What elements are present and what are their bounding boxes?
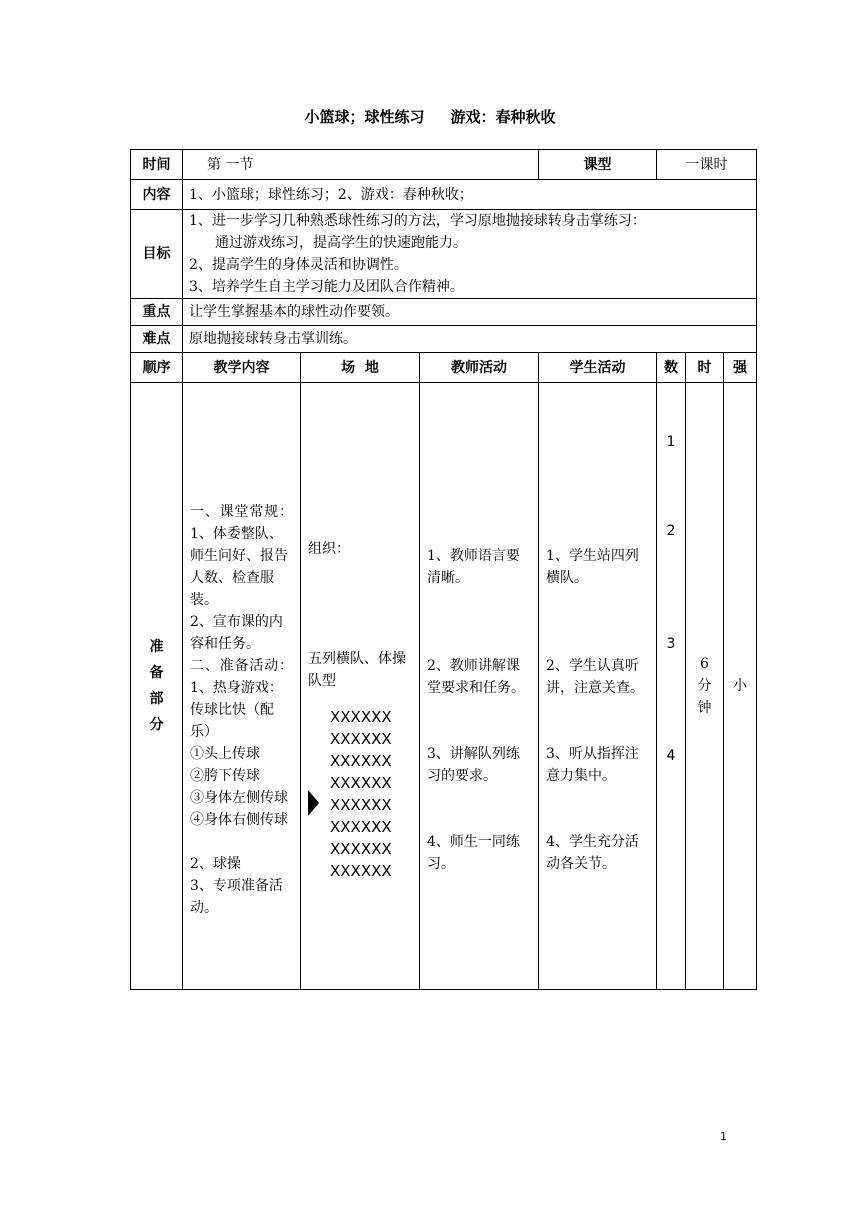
- count-value: 4: [666, 748, 676, 764]
- header-teaching-content: 教学内容: [183, 353, 301, 383]
- content-line: 3、专项准备活动。: [190, 878, 283, 916]
- teacher-activity-cell: [420, 383, 539, 990]
- formation-row: XXXXXX: [330, 840, 392, 858]
- lesson-plan-table: [130, 149, 757, 990]
- header-intensity: 强: [724, 353, 757, 383]
- teacher-activity: 2、教师讲解课堂要求和任务。: [427, 658, 525, 696]
- goal-line: 3、培养学生自主学习能力及团队合作精神。: [189, 279, 464, 295]
- difficulty-row: [131, 326, 757, 353]
- content-value: 1、小篮球；球性练习；2、游戏：春种秋收；: [183, 180, 757, 210]
- content-line: 1、热身游戏：传球比快（配乐）: [190, 680, 283, 740]
- venue-cell: [301, 383, 420, 990]
- flag-marker-icon: [308, 790, 319, 816]
- goal-row: [131, 210, 757, 299]
- student-activity: 1、学生站四列横队。: [546, 548, 639, 586]
- column-header-row: [131, 353, 757, 383]
- header-student-activity: 学生活动: [539, 353, 657, 383]
- content-gap: [190, 831, 293, 853]
- content-line: 2、球操: [190, 856, 241, 872]
- section-name-char: 分: [149, 717, 164, 733]
- type-value: 一课时: [657, 150, 757, 180]
- count-value: 3: [666, 636, 676, 652]
- section-name: [131, 383, 183, 990]
- difficulty-label: 难点: [131, 326, 183, 353]
- formation-row: XXXXXX: [330, 818, 392, 836]
- time-value-char: 6: [700, 656, 709, 672]
- time-label: 时间: [131, 150, 183, 180]
- content-line: 2、宣布课的内容和任务。: [190, 614, 283, 652]
- teacher-activity: 1、教师语言要清晰。: [427, 548, 520, 586]
- formation-row: XXXXXX: [330, 774, 392, 792]
- time-row: [131, 150, 757, 180]
- formation-diagram: [308, 706, 412, 882]
- time-value-char: 分: [697, 678, 712, 694]
- time-value: 第 一节: [183, 150, 539, 180]
- header-time: 时: [686, 353, 724, 383]
- formation-row: XXXXXX: [330, 862, 392, 880]
- time-cell: [686, 383, 724, 990]
- teacher-activity: 4、师生一同练习。: [427, 834, 520, 872]
- teaching-content-cell: [183, 383, 301, 990]
- content-line: ②胯下传球: [190, 768, 260, 784]
- count-value: 1: [666, 434, 676, 450]
- count-value: 2: [666, 523, 676, 539]
- section-name-char: 准: [149, 639, 164, 655]
- key-point-label: 重点: [131, 299, 183, 326]
- content-row: [131, 180, 757, 210]
- page-number: 1: [720, 1130, 727, 1143]
- content-line: 二、准备活动：: [190, 658, 293, 674]
- content-line: ④身体右侧传球: [190, 812, 288, 828]
- goal-value: [183, 210, 757, 299]
- section-name-char: 备: [149, 665, 164, 681]
- section-name-char: 部: [149, 691, 164, 707]
- student-activity: 2、学生认真听讲，注意关查。: [546, 658, 645, 696]
- intensity-cell: 小: [724, 383, 757, 990]
- goal-line: 1、进一步学习几种熟悉球性练习的方法，学习原地抛接球转身击掌练习：: [189, 213, 646, 229]
- goal-label: 目标: [131, 210, 183, 299]
- content-line: 一、课堂常规：: [190, 504, 293, 520]
- preparation-section-row: [131, 383, 757, 990]
- page-title: 小篮球；球性练习 游戏：春种秋收: [304, 108, 556, 126]
- content-line: ③身体左侧传球: [190, 790, 288, 806]
- type-label: 课型: [539, 150, 657, 180]
- content-line: ①头上传球: [190, 746, 260, 762]
- time-value-char: 钟: [697, 700, 712, 716]
- goal-line: 通过游戏练习，提高学生的快速跑能力。: [215, 235, 467, 251]
- content-line: 1、体委整队、师生问好、报告人数、检查服装。: [190, 526, 288, 608]
- teacher-activity: 3、讲解队列练习的要求。: [427, 746, 520, 784]
- formation-row: XXXXXX: [330, 708, 392, 726]
- formation-row: XXXXXX: [330, 796, 392, 814]
- formation-row: XXXXXX: [330, 752, 392, 770]
- venue-formation-name: 五列横队、体操队型: [308, 651, 406, 689]
- venue-organization: 组织：: [308, 541, 350, 557]
- content-label: 内容: [131, 180, 183, 210]
- difficulty-value: 原地抛接球转身击掌训练。: [183, 326, 757, 353]
- header-teacher-activity: 教师活动: [420, 353, 539, 383]
- formation-row: XXXXXX: [330, 730, 392, 748]
- header-count: 数: [657, 353, 686, 383]
- count-cell: [657, 383, 686, 990]
- key-point-value: 让学生掌握基本的球性动作要领。: [183, 299, 757, 326]
- key-point-row: [131, 299, 757, 326]
- header-order: 顺序: [131, 353, 183, 383]
- goal-line: 2、提高学生的身体灵活和协调性。: [189, 257, 408, 273]
- header-venue: 场 地: [301, 353, 420, 383]
- student-activity: 3、听从指挥注意力集中。: [546, 746, 639, 784]
- student-activity-cell: [539, 383, 657, 990]
- student-activity: 4、学生充分活动各关节。: [546, 834, 639, 872]
